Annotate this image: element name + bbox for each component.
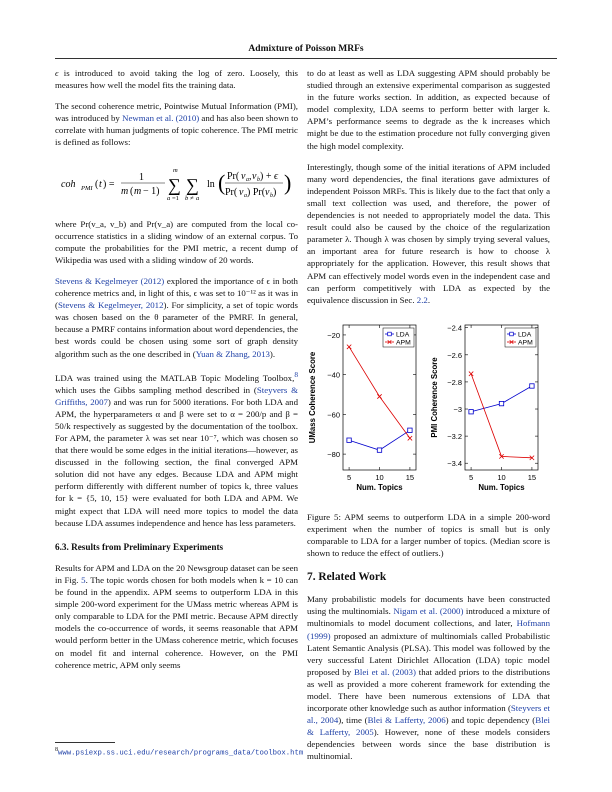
citation-link[interactable]: Newman et al. (2010) <box>122 113 200 124</box>
footnote-url-link[interactable]: www.psiexp.ss.uci.edu/research/programs_data/toolbox.htm <box>58 749 304 758</box>
legend-label-lda: LDA <box>396 331 410 339</box>
svg-text:t: t <box>99 178 102 190</box>
legend-label-apm: APM <box>396 339 411 347</box>
svg-text:): ) <box>273 186 277 198</box>
svg-text:∑: ∑ <box>168 174 181 195</box>
data-point-lda <box>408 428 412 432</box>
footnote-rule <box>55 742 115 743</box>
svg-text:coh: coh <box>61 178 76 190</box>
data-point-apm <box>347 344 351 348</box>
y-tick-label: −2.4 <box>447 323 462 333</box>
section-heading: 7. Related Work <box>307 571 387 584</box>
svg-text:,: , <box>249 170 252 182</box>
svg-text:1: 1 <box>139 171 144 183</box>
svg-text:Pr(: Pr( <box>227 170 240 182</box>
svg-text:m: m <box>173 166 178 174</box>
y-tick-label: −3 <box>453 404 462 414</box>
y-axis-label: UMass Coherence Score <box>308 351 317 443</box>
svg-text:b: b <box>270 192 273 199</box>
x-tick-label: 15 <box>405 472 415 482</box>
figure-caption: Figure 5: APM seems to outperform LDA in a simple 200-word experiment when the number of topics is small but is only comparable to LDA for a larger number of topics. (Median score is shown to reduce the effect of outliers.) <box>307 511 550 559</box>
svg-text:a: a <box>246 176 249 183</box>
data-point-lda <box>469 409 473 413</box>
citation-link[interactable]: Blei et al. (2003) <box>354 666 416 677</box>
svg-text:Pr(: Pr( <box>225 186 238 198</box>
paragraph: where Pr(v_a, v_b) and Pr(v_a) are computed from the local co-occurrence statistics in a sliding window of an external corpus. To compute the probabilities for the PMI metric, a recent dump of Wikipedia was used with a sliding window of 20 words. <box>55 218 298 265</box>
y-tick-label: −60 <box>327 410 340 420</box>
svg-text:m: m <box>121 185 129 197</box>
figure-5 <box>307 315 550 505</box>
data-point-lda <box>377 448 381 452</box>
citation-link[interactable]: Hofmann (1999) <box>307 618 550 641</box>
series-line-lda <box>349 430 410 450</box>
x-axis-label: Num. Topics <box>356 482 403 492</box>
running-header: Admixture of Poisson MRFs <box>248 44 364 54</box>
paragraph: Many probabilistic models for documents have been constructed using the multinomials. Nigam et al. (2000) introduced a mixture of multinomials to model document collections, and later, Hofmann (1999) proposed an admixture of multinomials called Probabilistic Latent Semantic Analysis (PLSA). This model was followed by the very successful Latent Dirichlet Allocation (LDA) topic model proposed by Blei et al. (2003) that added priors to the distributions as well as provided a more coherent framework for extending the model. There have been numerous extensions of LDA that incorporate other knowledge such as author information (Steyvers et al., 2004), time (Blei & Lafferty, 2006) and topic dependency (Blei & Lafferty, 2005). However, none of these models considers dependencies between words since the base distribution is multinomial. <box>307 594 551 762</box>
svg-text:=1: =1 <box>172 194 179 202</box>
svg-text:(: ( <box>218 169 226 195</box>
x-tick-label: 5 <box>468 472 474 482</box>
series-line-apm <box>349 347 410 438</box>
x-tick-label: 5 <box>346 472 352 482</box>
legend-marker <box>388 332 392 336</box>
citation-link[interactable]: Steyvers & Griffiths, 2007 <box>55 384 298 407</box>
svg-text:ln: ln <box>207 178 215 190</box>
svg-text:m: m <box>134 185 142 197</box>
citation-link[interactable]: Stevens & Kegelmeyer (2012) <box>55 275 165 286</box>
pmi-chart <box>429 315 550 505</box>
y-tick-label: −2.8 <box>447 377 462 387</box>
svg-text:PMI: PMI <box>81 184 93 192</box>
section-heading: 6.3. Results from Preliminary Experiments <box>55 541 224 552</box>
x-axis-label: Num. Topics <box>478 482 525 492</box>
svg-text:) Pr(: ) Pr( <box>247 186 266 198</box>
svg-text:b: b <box>257 176 260 183</box>
data-point-apm <box>469 371 473 375</box>
paragraph: to do at least as well as LDA suggesting APM should probably be studied through an extensive experimental comparison as suggested in the future works section. In addition, as expected because of model complexity, LDA seems to perform better with larger k. APM’s performance seems to degrade as the k increases which might be due to the estimation procedure not fully converging given the high model complexity. <box>307 68 550 151</box>
svg-text:) =: ) = <box>103 178 115 190</box>
citation-link[interactable]: Steyvers et al., 2004 <box>307 703 550 726</box>
svg-text:a: a <box>244 192 247 199</box>
y-tick-label: −3.2 <box>447 431 462 441</box>
header-rule <box>55 58 557 59</box>
legend-label-apm: APM <box>518 339 533 347</box>
citation-link[interactable]: Blei & Lafferty, 2005 <box>307 715 551 738</box>
y-axis-label: PMI Coherence Score <box>430 357 439 438</box>
legend-label-lda: LDA <box>518 331 532 339</box>
footnote: $^8$www.psiexp.ss.uci.edu/research/programs_data/toolbox.htm <box>55 747 304 758</box>
paragraph: Interestingly, though some of the initial iterations of APM included many word dependencies, the final iterations gave admixtures of independent Poisson MRFs. This is likely due to the fact that only a small text collection was used, and therefore, the power of dependencies is not needed to appropriately model the data. This result could also be caused by the choice of the regularization parameter λ. Though λ was chosen by simply trying several values, an important area for future research is how to choose λ appropriately for the application. However, this result shows that APM can effectively model words even in the independent case and can perform competitively with LDA as expected by the equivalence discussion in Sec. 2.2. <box>307 161 550 305</box>
paragraph: ϵ is introduced to avoid taking the log of zero. Loosely, this measures how well the model fits the training data. <box>55 68 299 91</box>
citation-link[interactable]: Stevens & Kegelmeyer, 2012 <box>57 300 164 311</box>
svg-text:ϵ: ϵ <box>274 170 279 182</box>
citation-link[interactable]: Yuan & Zhang, 2013 <box>195 348 270 359</box>
x-tick-label: 10 <box>497 472 506 482</box>
svg-text:): ) <box>284 169 292 195</box>
paragraph: LDA was trained using the MATLAB Topic Modeling Toolbox,$^8$ which uses the Gibbs sampling method described in (Steyvers & Griffiths, 2007) and was run for 5000 iterations. For both LDA and APM, the hyperparameters α and β were set to α = 200/p and β = 50/k respectively as suggested by the documentation of the toolbox. For APM, the parameter λ was set near 10⁻⁷, which was chosen so that there would be some edges in the initial iterations—however, as discussed in the following section, the final converged APM solution did not have any edges. Because LDA and APM might perform differently with different number of topics k, three values for k = {5, 10, 15} were evaluated for both LDA and APM. We might expect that LDA will need more topics to model the data because LDA assumes independence and hence has less parameters. <box>55 369 298 528</box>
right-column <box>307 67 550 772</box>
paragraph: Stevens & Kegelmeyer (2012) explored the importance of ϵ in both coherence metrics and, in light of this, ϵ was set to 10⁻¹² as it was in (Stevens & Kegelmeyer, 2012). For simplicity, a set of topic words was chosen based on the θ parameter of the PMRF. In general, because a PMRF contains information about word dependencies, the best words could be chosen using some sort of graph density algorithm such as the one described in (Yuan & Zhang, 2013). <box>55 275 298 359</box>
data-point-lda <box>347 438 351 442</box>
svg-text:a: a <box>167 194 171 202</box>
svg-text:v: v <box>241 170 246 182</box>
y-tick-label: −3.4 <box>447 459 462 469</box>
section-reference-link[interactable]: 2.2 <box>416 294 428 305</box>
data-point-lda <box>530 384 534 388</box>
svg-text:− 1): − 1) <box>143 185 160 197</box>
y-tick-label: −40 <box>327 370 340 380</box>
svg-text:(: ( <box>95 178 99 190</box>
pmi-equation <box>55 158 298 208</box>
legend-marker <box>510 332 514 336</box>
svg-text:(: ( <box>130 185 134 197</box>
y-tick-label: −80 <box>327 449 340 459</box>
y-tick-label: −2.6 <box>447 350 462 360</box>
y-tick-label: −20 <box>327 330 340 340</box>
svg-text:v: v <box>252 170 257 182</box>
svg-text:) +: ) + <box>260 170 272 182</box>
x-tick-label: 10 <box>375 472 384 482</box>
citation-link[interactable]: Nigam et al. (2000) <box>393 606 464 617</box>
citation-link[interactable]: Blei & Lafferty, 2006 <box>367 715 446 726</box>
footnote-marker[interactable]: 8 <box>294 369 298 379</box>
series-line-apm <box>471 374 532 458</box>
paragraph: Results for APM and LDA on the 20 Newsgroup dataset can be seen in Fig. 5. The topic words chosen for both models when k = 10 can be found in the appendix. APM seems to outperform LDA in this simple 200-word experiment for the UMass metric whereas APM is only comparable to LDA for the PMI metric. Because APM directly models the co-occurrence of words, it seems reasonable that APM would perform better in the UMass coherence metric, which focuses on model fit and internal coherence. However, on the PMI coherence metric, APM only seems <box>55 562 298 670</box>
left-column <box>55 67 298 680</box>
data-point-lda <box>499 401 503 405</box>
svg-text:b: b <box>185 194 189 202</box>
svg-text:v: v <box>239 186 244 198</box>
data-point-apm <box>408 436 412 440</box>
svg-text:v: v <box>265 186 270 198</box>
data-point-apm <box>377 394 381 398</box>
figure-reference-link[interactable]: 5 <box>81 574 86 585</box>
umass-chart <box>307 315 428 505</box>
svg-text:∑: ∑ <box>186 174 199 195</box>
x-tick-label: 15 <box>527 472 537 482</box>
paragraph: The second coherence metric, Pointwise Mutual Information (PMI), was introduced by Newman et al. (2010) and has also been shown to correlate with human judgments of topic coherence. The PMI metric is defined as follows: <box>55 101 298 148</box>
svg-text:a: a <box>196 194 200 202</box>
svg-text:≠: ≠ <box>190 194 194 202</box>
